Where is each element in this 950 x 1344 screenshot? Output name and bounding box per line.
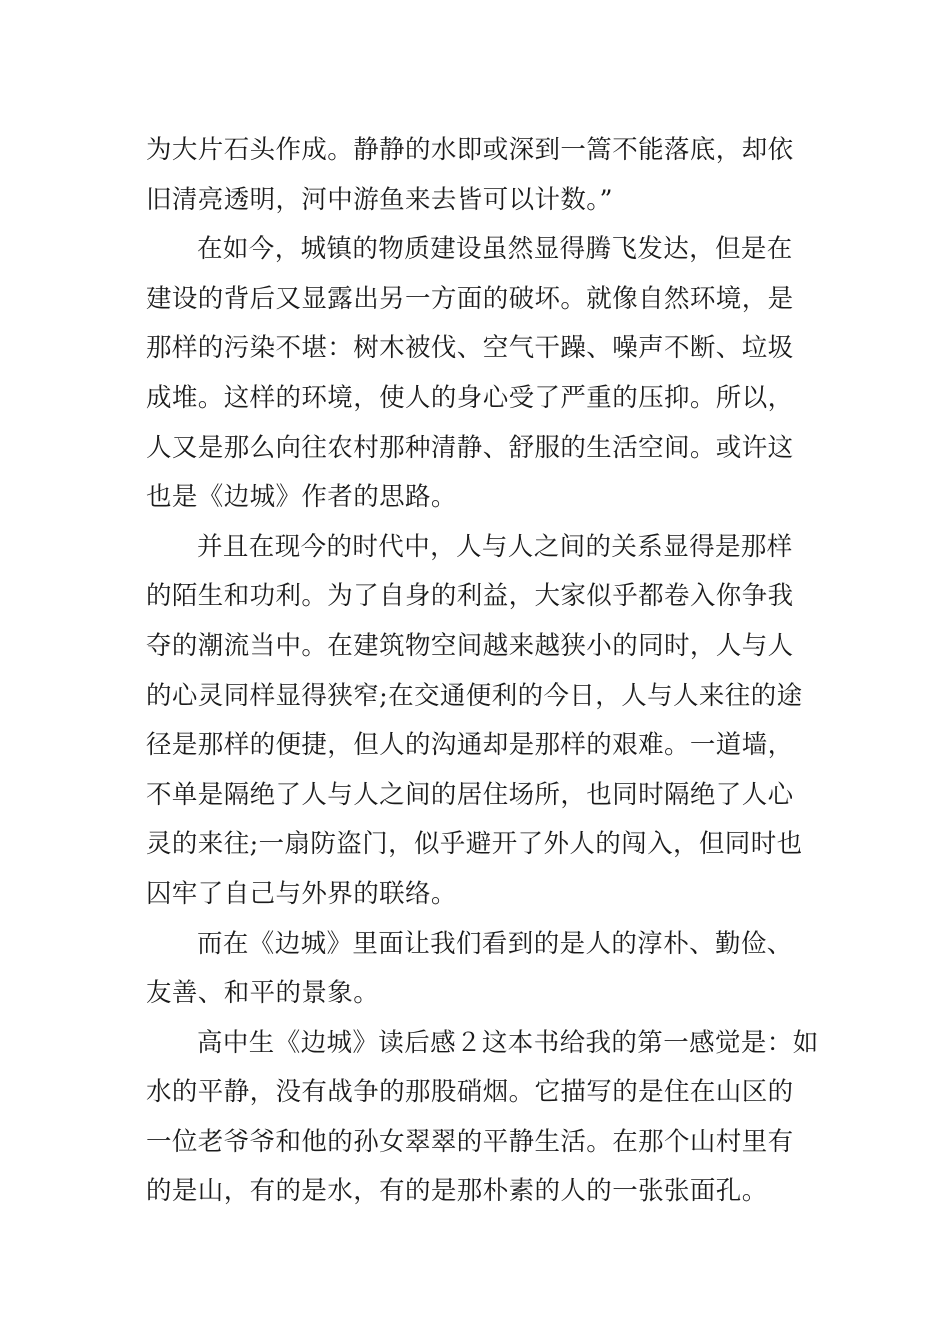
paragraph-2	[146, 225, 806, 523]
text-line: 不单是隔绝了人与人之间的居住场所，也同时隔绝了人心	[146, 779, 794, 810]
text-line: 建设的背后又显露出另一方面的破坏。就像自然环境，是	[146, 283, 794, 314]
paragraph-1	[146, 126, 806, 225]
text-line: 水的平静，没有战争的那股硝烟。它描写的是住在山区的	[146, 1077, 794, 1108]
paragraph-5	[146, 1019, 819, 1217]
text-line: 旧清亮透明，河中游鱼来去皆可以计数。”	[146, 184, 613, 215]
text-line: 囚牢了自己与外界的联络。	[146, 878, 457, 909]
text-line: 为大片石头作成。静静的水即或深到一篙不能落底，却依	[146, 135, 794, 165]
text-line: 人又是那么向往农村那种清静、舒服的生活空间。或许这	[146, 432, 794, 463]
text-line: 的陌生和功利。为了自身的利益，大家似乎都卷入你争我	[146, 581, 794, 612]
text-line: 径是那样的便捷，但人的沟通却是那样的艰难。一道墙，	[146, 730, 794, 761]
text-line: 并且在现今的时代中，人与人之间的关系显得是那样	[197, 531, 793, 562]
text-line: 的心灵同样显得狭窄;在交通便利的今日，人与人来往的途	[146, 680, 803, 711]
paragraph-4	[146, 920, 806, 1019]
text-line: 而在《边城》里面让我们看到的是人的淳朴、勤俭、	[197, 928, 793, 959]
text-line: 友善、和平的景象。	[146, 978, 380, 1009]
paragraph-3	[146, 523, 806, 920]
document-body	[146, 126, 819, 1217]
text-line: 一位老爷爷和他的孙女翠翠的平静生活。在那个山村里有	[146, 1126, 794, 1157]
text-line: 夺的潮流当中。在建筑物空间越来越狭小的同时，人与人	[146, 630, 794, 661]
text-line: 高中生《边城》读后感２这本书给我的第一感觉是：如	[197, 1027, 819, 1058]
text-line: 灵的来往;一扇防盗门，似乎避开了外人的闯入，但同时也	[146, 829, 803, 860]
text-line: 成堆。这样的环境，使人的身心受了严重的压抑。所以，	[146, 382, 794, 413]
text-line: 的是山，有的是水，有的是那朴素的人的一张张面孔。	[146, 1176, 768, 1207]
text-line: 在如今，城镇的物质建设虽然显得腾飞发达，但是在	[197, 234, 793, 265]
text-line: 那样的污染不堪：树木被伐、空气干躁、噪声不断、垃圾	[146, 333, 794, 364]
text-line: 也是《边城》作者的思路。	[146, 482, 457, 513]
